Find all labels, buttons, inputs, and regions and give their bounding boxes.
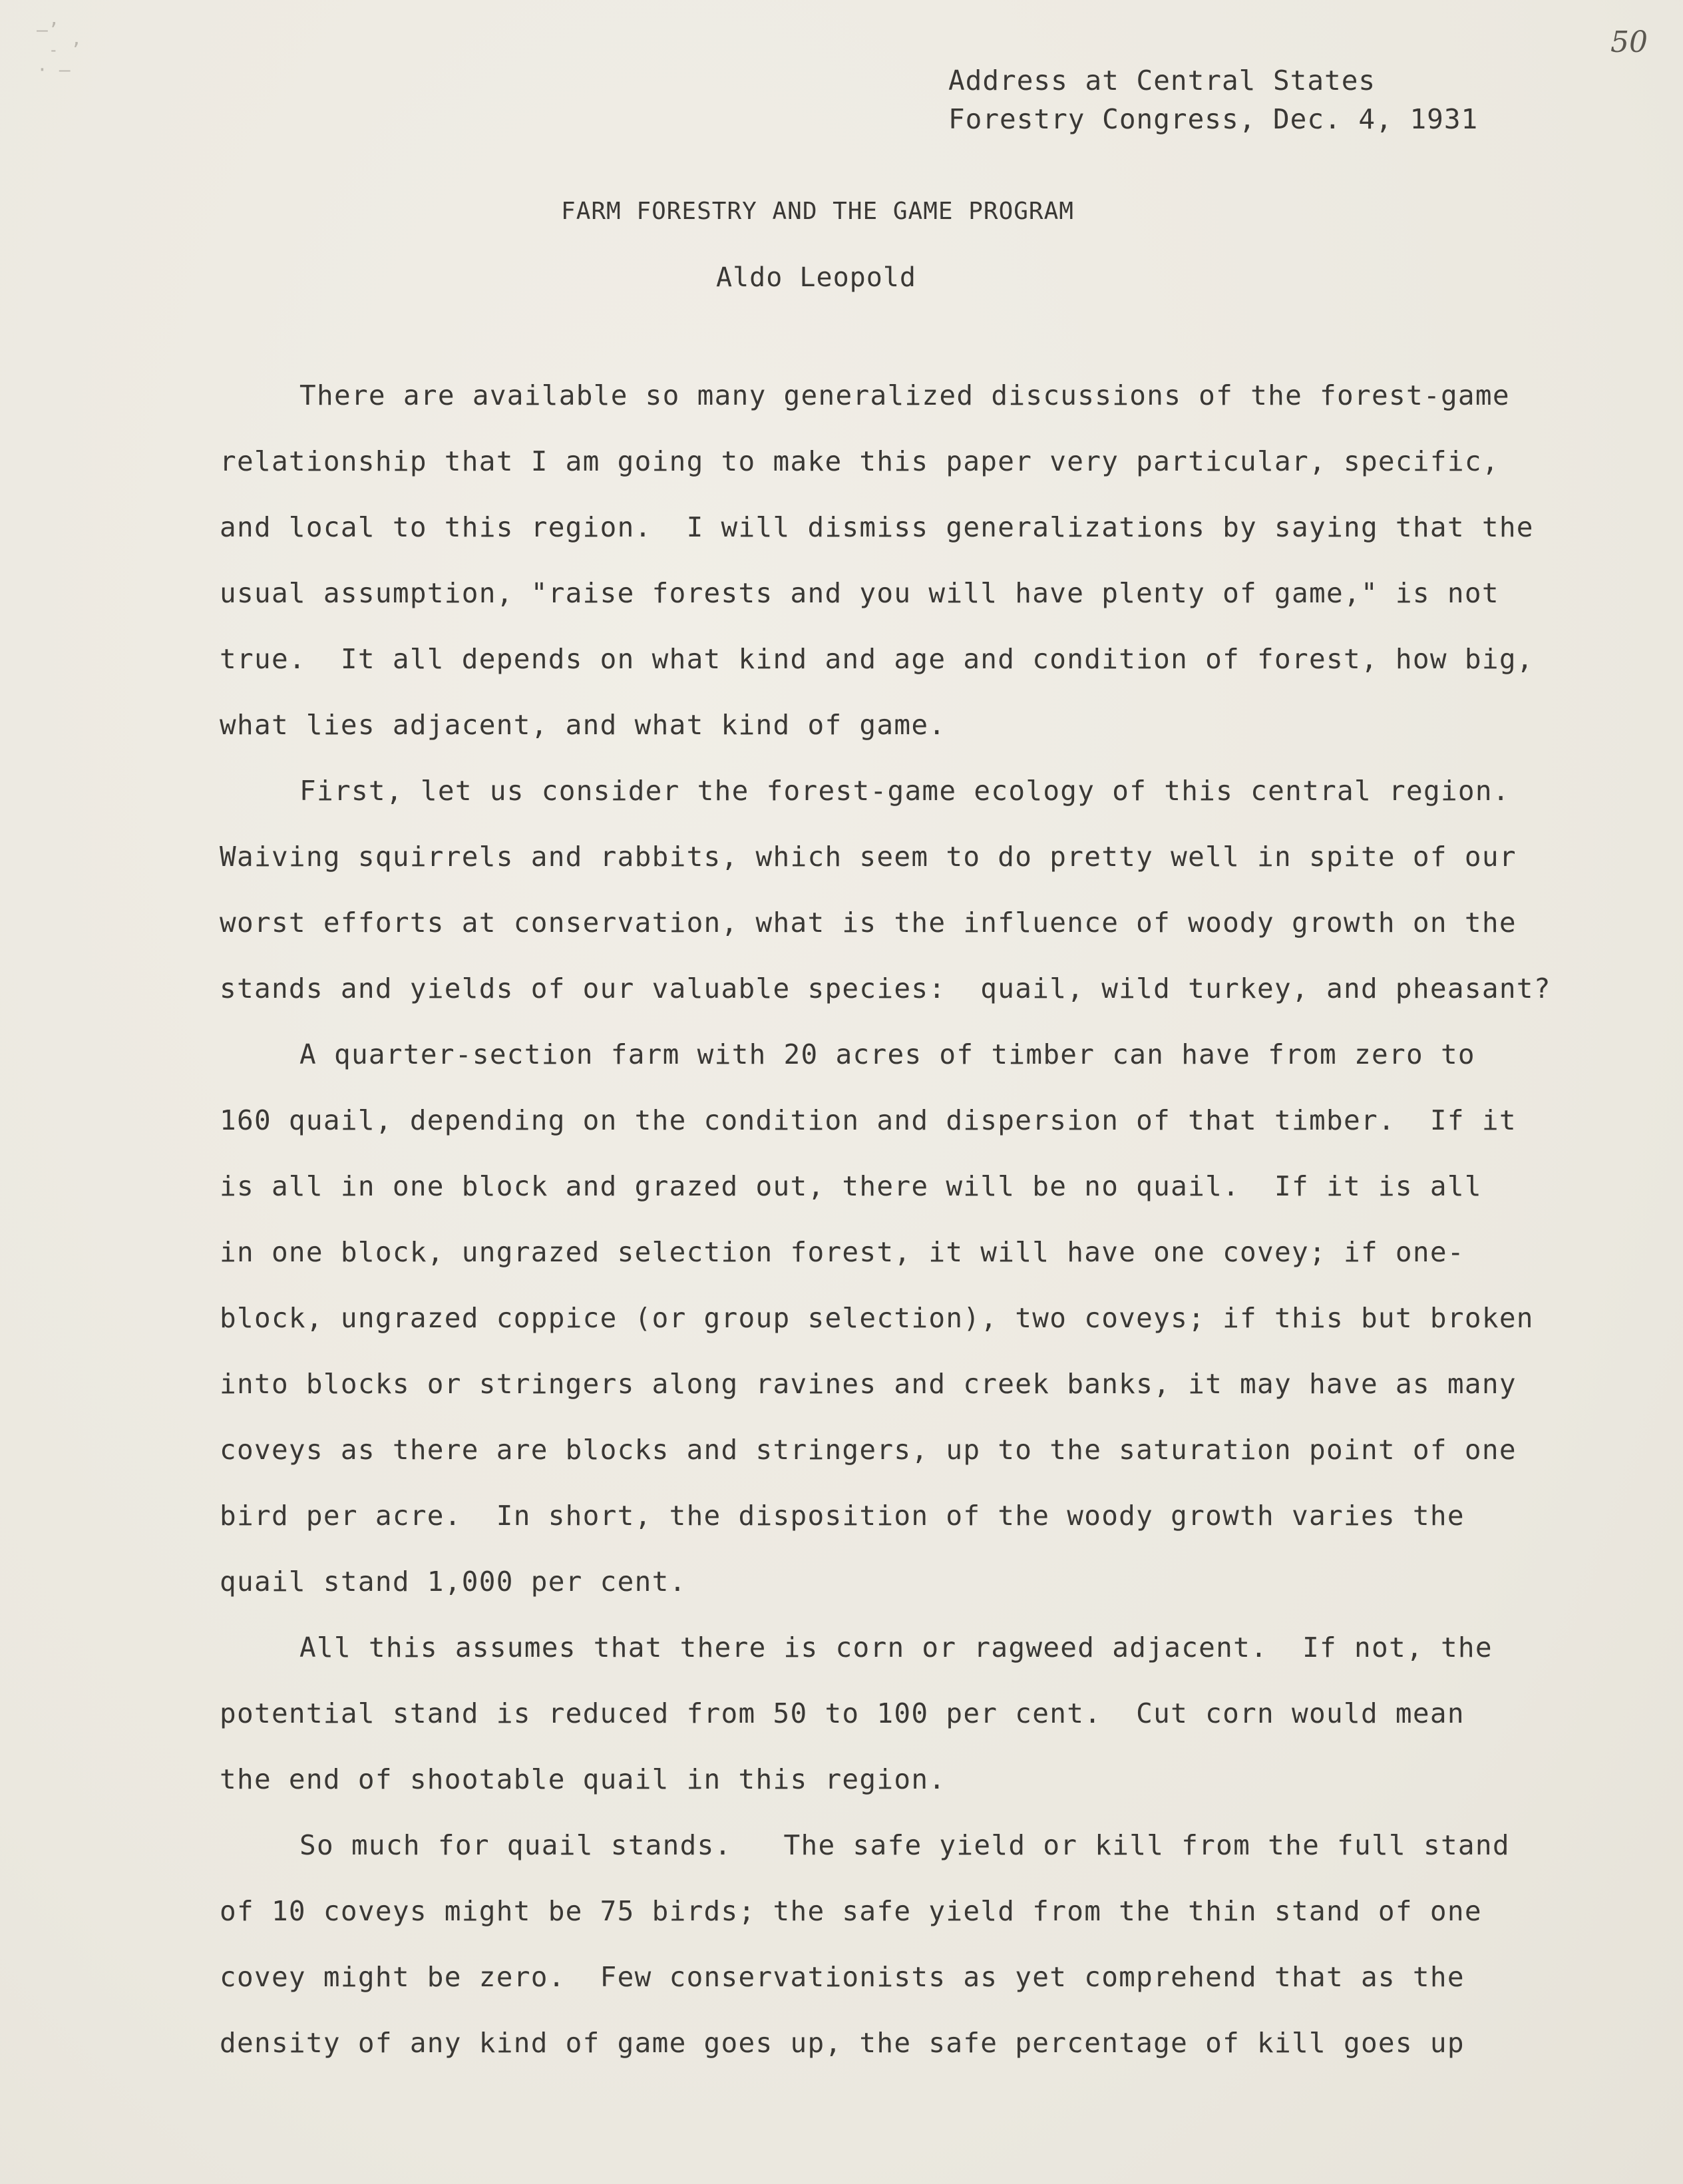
body-line: into blocks or stringers along ravines and creek banks, it may have as many xyxy=(220,1368,1517,1400)
address-header-line-1: Address at Central States xyxy=(948,65,1376,97)
body-line: the end of shootable quail in this region. xyxy=(220,1763,946,1795)
document-title: FARM FORESTRY AND THE GAME PROGRAM xyxy=(561,198,1074,225)
body-line: bird per acre. In short, the disposition of the woody growth varies the xyxy=(220,1500,1465,1532)
body-text xyxy=(220,363,1551,2076)
body-line: coveys as there are blocks and stringers, up to the saturation point of one xyxy=(220,1434,1517,1466)
body-line: There are available so many generalized discussions of the forest-game xyxy=(299,379,1510,411)
handwritten-page-number: 50 xyxy=(1610,25,1648,59)
body-line: potential stand is reduced from 50 to 100 per cent. Cut corn would mean xyxy=(220,1697,1465,1729)
address-header xyxy=(948,61,1478,138)
body-line: 160 quail, depending on the condition and dispersion of that timber. If it xyxy=(220,1104,1517,1136)
ink-smudge-mark: ‒ʼ ˗ ʼ · ‒ xyxy=(37,19,82,81)
body-line: what lies adjacent, and what kind of game. xyxy=(220,709,946,741)
body-line: and local to this region. I will dismiss generalizations by saying that the xyxy=(220,511,1534,543)
body-line: So much for quail stands. The safe yield or kill from the full stand xyxy=(299,1829,1510,1861)
address-header-line-2: Forestry Congress, Dec. 4, 1931 xyxy=(948,103,1479,135)
body-line: is all in one block and grazed out, there will be no quail. If it is all xyxy=(220,1170,1482,1202)
body-line: of 10 coveys might be 75 birds; the safe yield from the thin stand of one xyxy=(220,1895,1482,1927)
body-line: stands and yields of our valuable species: quail, wild turkey, and pheasant? xyxy=(220,973,1551,1004)
body-line: in one block, ungrazed selection forest, it will have one covey; if one- xyxy=(220,1236,1465,1268)
body-line: A quarter-section farm with 20 acres of timber can have from zero to xyxy=(299,1038,1475,1070)
body-line: block, ungrazed coppice (or group selection), two coveys; if this but broken xyxy=(220,1302,1534,1334)
body-line: true. It all depends on what kind and age and condition of forest, how big, xyxy=(220,643,1534,675)
body-line: worst efforts at conservation, what is the influence of woody growth on the xyxy=(220,907,1517,939)
body-line: relationship that I am going to make this paper very particular, specific, xyxy=(220,445,1499,477)
body-line: covey might be zero. Few conservationists as yet comprehend that as the xyxy=(220,1961,1465,1993)
document-author: Aldo Leopold xyxy=(716,262,916,293)
body-line: Waiving squirrels and rabbits, which seem to do pretty well in spite of our xyxy=(220,841,1517,873)
body-line: density of any kind of game goes up, the safe percentage of kill goes up xyxy=(220,2027,1465,2059)
body-line: All this assumes that there is corn or ragweed adjacent. If not, the xyxy=(299,1632,1493,1663)
body-line: usual assumption, "raise forests and you will have plenty of game," is not xyxy=(220,577,1499,609)
body-line: quail stand 1,000 per cent. xyxy=(220,1566,687,1598)
body-line: First, let us consider the forest-game ecology of this central region. xyxy=(299,775,1510,807)
